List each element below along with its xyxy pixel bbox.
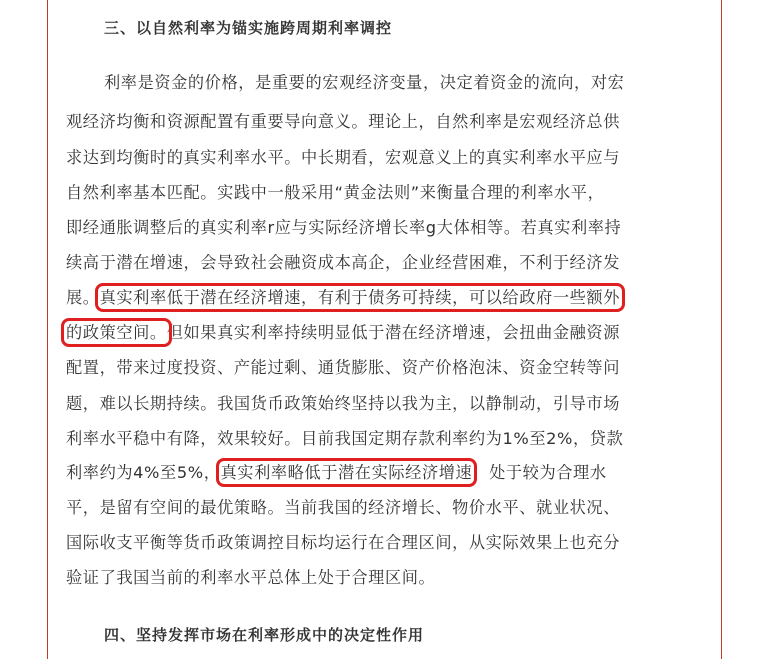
paragraph-line-5: 即经通胀调整后的真实利率r应与实际经济增长率g大体相等。若真实利率持 (66, 218, 622, 237)
paragraph-line-6: 续高于潜在增速，会导致社会融资成本高企，企业经营困难，不利于经济发 (66, 253, 620, 272)
left-border-line (47, 0, 48, 659)
highlight-box-1-part-2: 的政策空间。 (66, 323, 167, 342)
line-12-suffix: ，处于较为合理水 (472, 463, 607, 482)
paragraph-line-14: 国际收支平衡等货币政策调控目标均运行在合理区间，从实际效果上也充分 (66, 533, 620, 552)
section-heading-4: 四、坚持发挥市场在利率形成中的决定性作用 (104, 626, 425, 644)
paragraph-line-1: 利率是资金的价格，是重要的宏观经济变量，决定着资金的流向，对宏 (104, 73, 625, 92)
line-8-suffix: 但如果真实利率持续明显低于潜在经济增速，会扭曲金融资源 (166, 323, 620, 342)
paragraph-line-7 (66, 287, 620, 309)
paragraph-line-2: 观经济均衡和资源配置有重要导向意义。理论上，自然利率是宏观经济总供 (66, 112, 620, 131)
line-7-prefix: 展。 (66, 288, 100, 307)
paragraph-line-10: 题，难以长期持续。我国货币政策始终坚持以我为主，以静制动，引导市场 (66, 394, 620, 413)
paragraph-line-13: 平，是留有空间的最优策略。当前我国的经济增长、物价水平、就业状况、 (66, 498, 620, 517)
section-heading-3: 三、以自然利率为锚实施跨周期利率调控 (104, 19, 393, 37)
paragraph-line-12 (66, 462, 607, 484)
paragraph-line-4: 自然利率基本匹配。实践中一般采用“黄金法则”来衡量合理的利率水平， (66, 183, 605, 202)
paragraph-line-8 (66, 322, 620, 344)
paragraph-line-9: 配置，带来过度投资、产能过剩、通货膨胀、资产价格泡沫、资金空转等问 (66, 358, 620, 377)
paragraph-line-15: 验证了我国当前的利率水平总体上处于合理区间。 (66, 568, 436, 587)
highlight-box-2: 真实利率略低于潜在实际经济增速 (220, 463, 473, 482)
paragraph-line-3: 求达到均衡时的真实利率水平。中长期看，宏观意义上的真实利率水平应与 (66, 148, 620, 167)
line-12-prefix: 利率约为4%至5%， (66, 463, 221, 482)
right-border-line (721, 0, 722, 659)
paragraph-line-11: 利率水平稳中有降，效果较好。目前我国定期存款利率约为1%至2%，贷款 (66, 429, 624, 448)
highlight-box-1-part-1: 真实利率低于潜在经济增速，有利于债务可持续，可以给政府一些额外 (99, 288, 620, 307)
